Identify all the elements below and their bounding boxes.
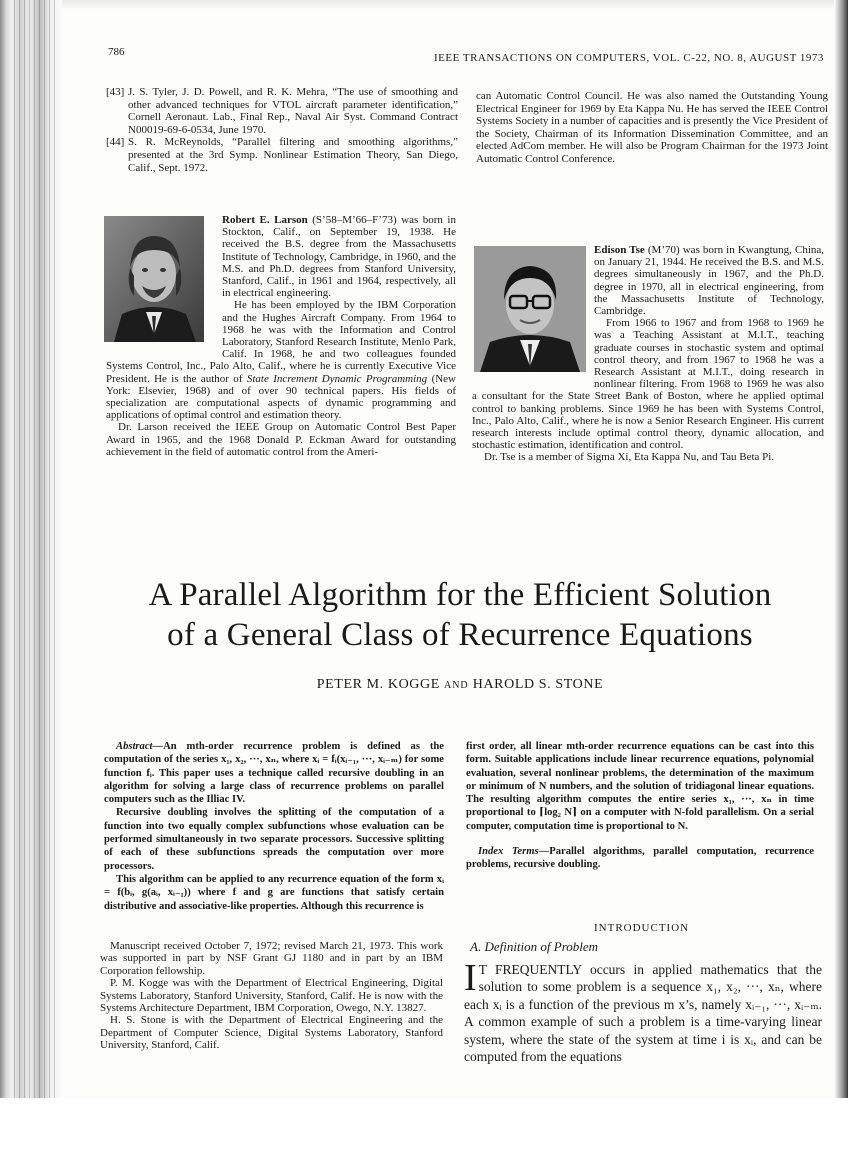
author-conjunction: AND [443, 680, 469, 691]
author-line [90, 677, 830, 693]
photo-wrap-spacer [106, 214, 222, 354]
paper-title [90, 575, 830, 655]
index-terms [466, 845, 814, 872]
bio-larson [106, 214, 456, 458]
title-line-2: of a General Class of Recurrence Equations [167, 617, 753, 653]
page-right-edge-shadow [834, 0, 848, 1100]
footnote-received: Manuscript received October 7, 1972; revised March 21, 1973. This work was supported in part by NSF Grant GJ 1180 and in part by an IBM Corporation fellowship. [100, 940, 443, 977]
reference-item [106, 136, 458, 174]
abstract-right-column [466, 740, 814, 872]
bio-tse-name: Edison Tse [594, 244, 645, 256]
bio-larson-book-title: State Increment Dynamic Programming [246, 372, 428, 385]
abstract-label: Abstract— [116, 741, 164, 752]
author-2: HAROLD S. STONE [472, 677, 604, 692]
photo-wrap-spacer [472, 244, 594, 384]
reference-list [106, 86, 458, 174]
page-bottom-margin [0, 1098, 848, 1170]
abstract-p4: first order, all linear mth-order recurrence equations can be cast into this form. Suitable applications include linear recurrence equations, polynomial evaluation, several nonlinear problems, the determination of the maximum or minimum of N numbers, and the solution of tridiagonal linear equations. The resulting algorithm computes the entire series x₁, ···, xₙ in time proportional to ⌈log₂ N⌉ on a computer with N-fold parallelism. On a serial computer, computation time is proportional to N. [466, 741, 814, 832]
abstract-p1 [104, 740, 444, 806]
manuscript-footnote [100, 940, 443, 1052]
page-number: 786 [108, 46, 125, 58]
bio-larson-p2-text: He has been employed by the IBM Corporation and the Hughes Aircraft Company. From 1964 to 1968 he was with the Information and Control Laboratory, Stanford Research Institute, Menlo Park, Calif. In 1968, he and two colleagues founded Systems Control, Inc., Palo Alto, Calif., where he is currently Executive Vice President. He is the author of [106, 299, 456, 385]
introduction-text: T FREQUENTLY occurs in applied mathematics that the solution to some problem is a sequence x₁, x₂, ···, xₙ, where each xᵢ is a function of the previous m x’s, namely xᵢ₋₁, ···, xᵢ₋ₘ. A common example of such a problem is a time-varying linear system, where the state of the system at time i is xᵢ, and can be computed from the equations [464, 962, 822, 1065]
section-heading-introduction: INTRODUCTION [594, 922, 690, 934]
footnote-kogge: P. M. Kogge was with the Department of Electrical Engineering, Digital Systems Laboratory, Stanford University, Stanford, Calif. He is now with the Systems Architecture Department, IBM Corporation, Owego, N.Y. 13827. [100, 977, 443, 1015]
index-terms-text: Parallel algorithms, parallel computation, recurrence problems, recursive doubling. [466, 846, 814, 871]
bio-larson-p1: (S’58–M’66–F’73) was born in Stockton, Calif., on September 19, 1938. He received the B.S. degree from the Massachusetts Institute of Technology, Cambridge, in 1960, and the M.S. and Ph.D. degrees from Stanford University, Stanford, Calif., in 1961 and 1964, respectively, all in electrical engineering. [222, 214, 456, 300]
reference-number: [43] [106, 86, 125, 98]
page-top-shadow [0, 0, 848, 10]
reference-number: [44] [106, 136, 125, 149]
bio-larson-name: Robert E. Larson [222, 214, 308, 226]
running-header: IEEE TRANSACTIONS ON COMPUTERS, VOL. C-22, NO. 8, AUGUST 1973 [434, 52, 824, 64]
reference-text: J. S. Tyler, J. D. Powell, and R. K. Mehra, “The use of smoothing and other advanced techniques for VTOL aircraft parameter identification,” Cornell Aeronaut. Lab., Final Rep., Naval Air Syst. Command Contract N00019-69-6-0534, June 1970. [128, 86, 458, 136]
introduction-body [464, 957, 822, 1065]
author-1: PETER M. KOGGE [316, 677, 440, 692]
reference-text: S. R. McReynolds, “Parallel filtering and smoothing algorithms,” presented at the 3rd Symp. Nonlinear Estimation Theory, San Diego, Calif., Sept. 1972. [128, 136, 458, 174]
bio-continuation: can Automatic Control Council. He was also named the Outstanding Young Electrical Engineer for 1969 by Eta Kappa Nu. He has served the IEEE Control Systems Society in a number of capacities and is presently the Vice President of the Society, Chairman of its Information Dissemination Committee, and an elected AdCom member. He will also be Program Chairman for the 1973 Joint Automatic Control Conference. [476, 90, 828, 165]
footnote-stone: H. S. Stone is with the Department of Electrical Engineering and the Department of Computer Science, Digital Systems Laboratory, Stanford University, Stanford, Calif. [100, 1014, 443, 1052]
bio-tse-p1: (M’70) was born in Kwangtung, China, on January 21, 1944. He received the B.S. and M.S. degrees simultaneously in 1967, and the Ph.D. degree in 1970, all in electrical engineering, from the Massachusetts Institute of Technology, Cambridge. [594, 244, 825, 318]
abstract-left-column [104, 740, 444, 913]
abstract-p2: Recursive doubling involves the splitting of the computation of a function into two equally complex subfunctions whose evaluation can be performed simultaneously in two separate processors. Successive splitting of each of these subfunctions spreads the computation over more processors. [104, 807, 444, 872]
abstract-p1-text: An mth-order recurrence problem is defined as the computation of the series x₁, x₂, ···, xₙ, where xᵢ = fᵢ(xᵢ₋₁, ···, xᵢ₋ₘ) for some function fᵢ. This paper uses a technique called recursive doubling in an algorithm for solving a large class of recurrence problems on parallel computers such as the Illiac IV. [104, 741, 444, 806]
bio-tse-p2: From 1966 to 1967 and from 1968 to 1969 he was a Teaching Assistant at M.I.T., teaching graduate courses in stochastic system and optimal control theory, and from 1967 to 1968 he was a Research Assistant at M.I.T., doing research in nonlinear filtering. From 1968 to 1969 he was also a consultant for the State Street Bank of Boston, where he applied optimal control to banking problems. Since 1969 he has been with Systems Control, Inc., Palo Alto, Calif., where he is now a Senior Research Engineer. His current research interests include optimal control theory, dynamic allocation, and stochastic estimation, identification and control. [472, 317, 824, 452]
drop-cap: I [464, 957, 477, 999]
abstract-p3: This algorithm can be applied to any recurrence equation of the form xᵢ = f(bᵢ, g(aᵢ, xᵢ₋₁)) where f and g are functions that satisfy certain distributive and associative-like properties. Although this recurrence is [104, 873, 444, 912]
bio-larson-p3: Dr. Larson received the IEEE Group on Automatic Control Best Paper Award in 1965, and the 1968 Donald P. Eckman Award for outstanding achievement in the field of automatic control from the Ameri- [106, 421, 456, 458]
title-line-1: A Parallel Algorithm for the Efficient Solution [148, 577, 772, 613]
bio-tse [472, 244, 824, 464]
bio-tse-p3: Dr. Tse is a member of Sigma Xi, Eta Kappa Nu, and Tau Beta Pi. [484, 451, 775, 464]
binding-texture [14, 0, 58, 1100]
index-terms-label: Index Terms— [478, 846, 550, 858]
reference-item [106, 86, 458, 136]
subsection-heading: A. Definition of Problem [470, 939, 599, 954]
bio-larson-p2-end: (New York: Elsevier, 1968) and of over 90 technical papers. His fields of specialization are computational aspects of dynamic programming and applications of optimal control and estimation theory. [106, 372, 457, 422]
